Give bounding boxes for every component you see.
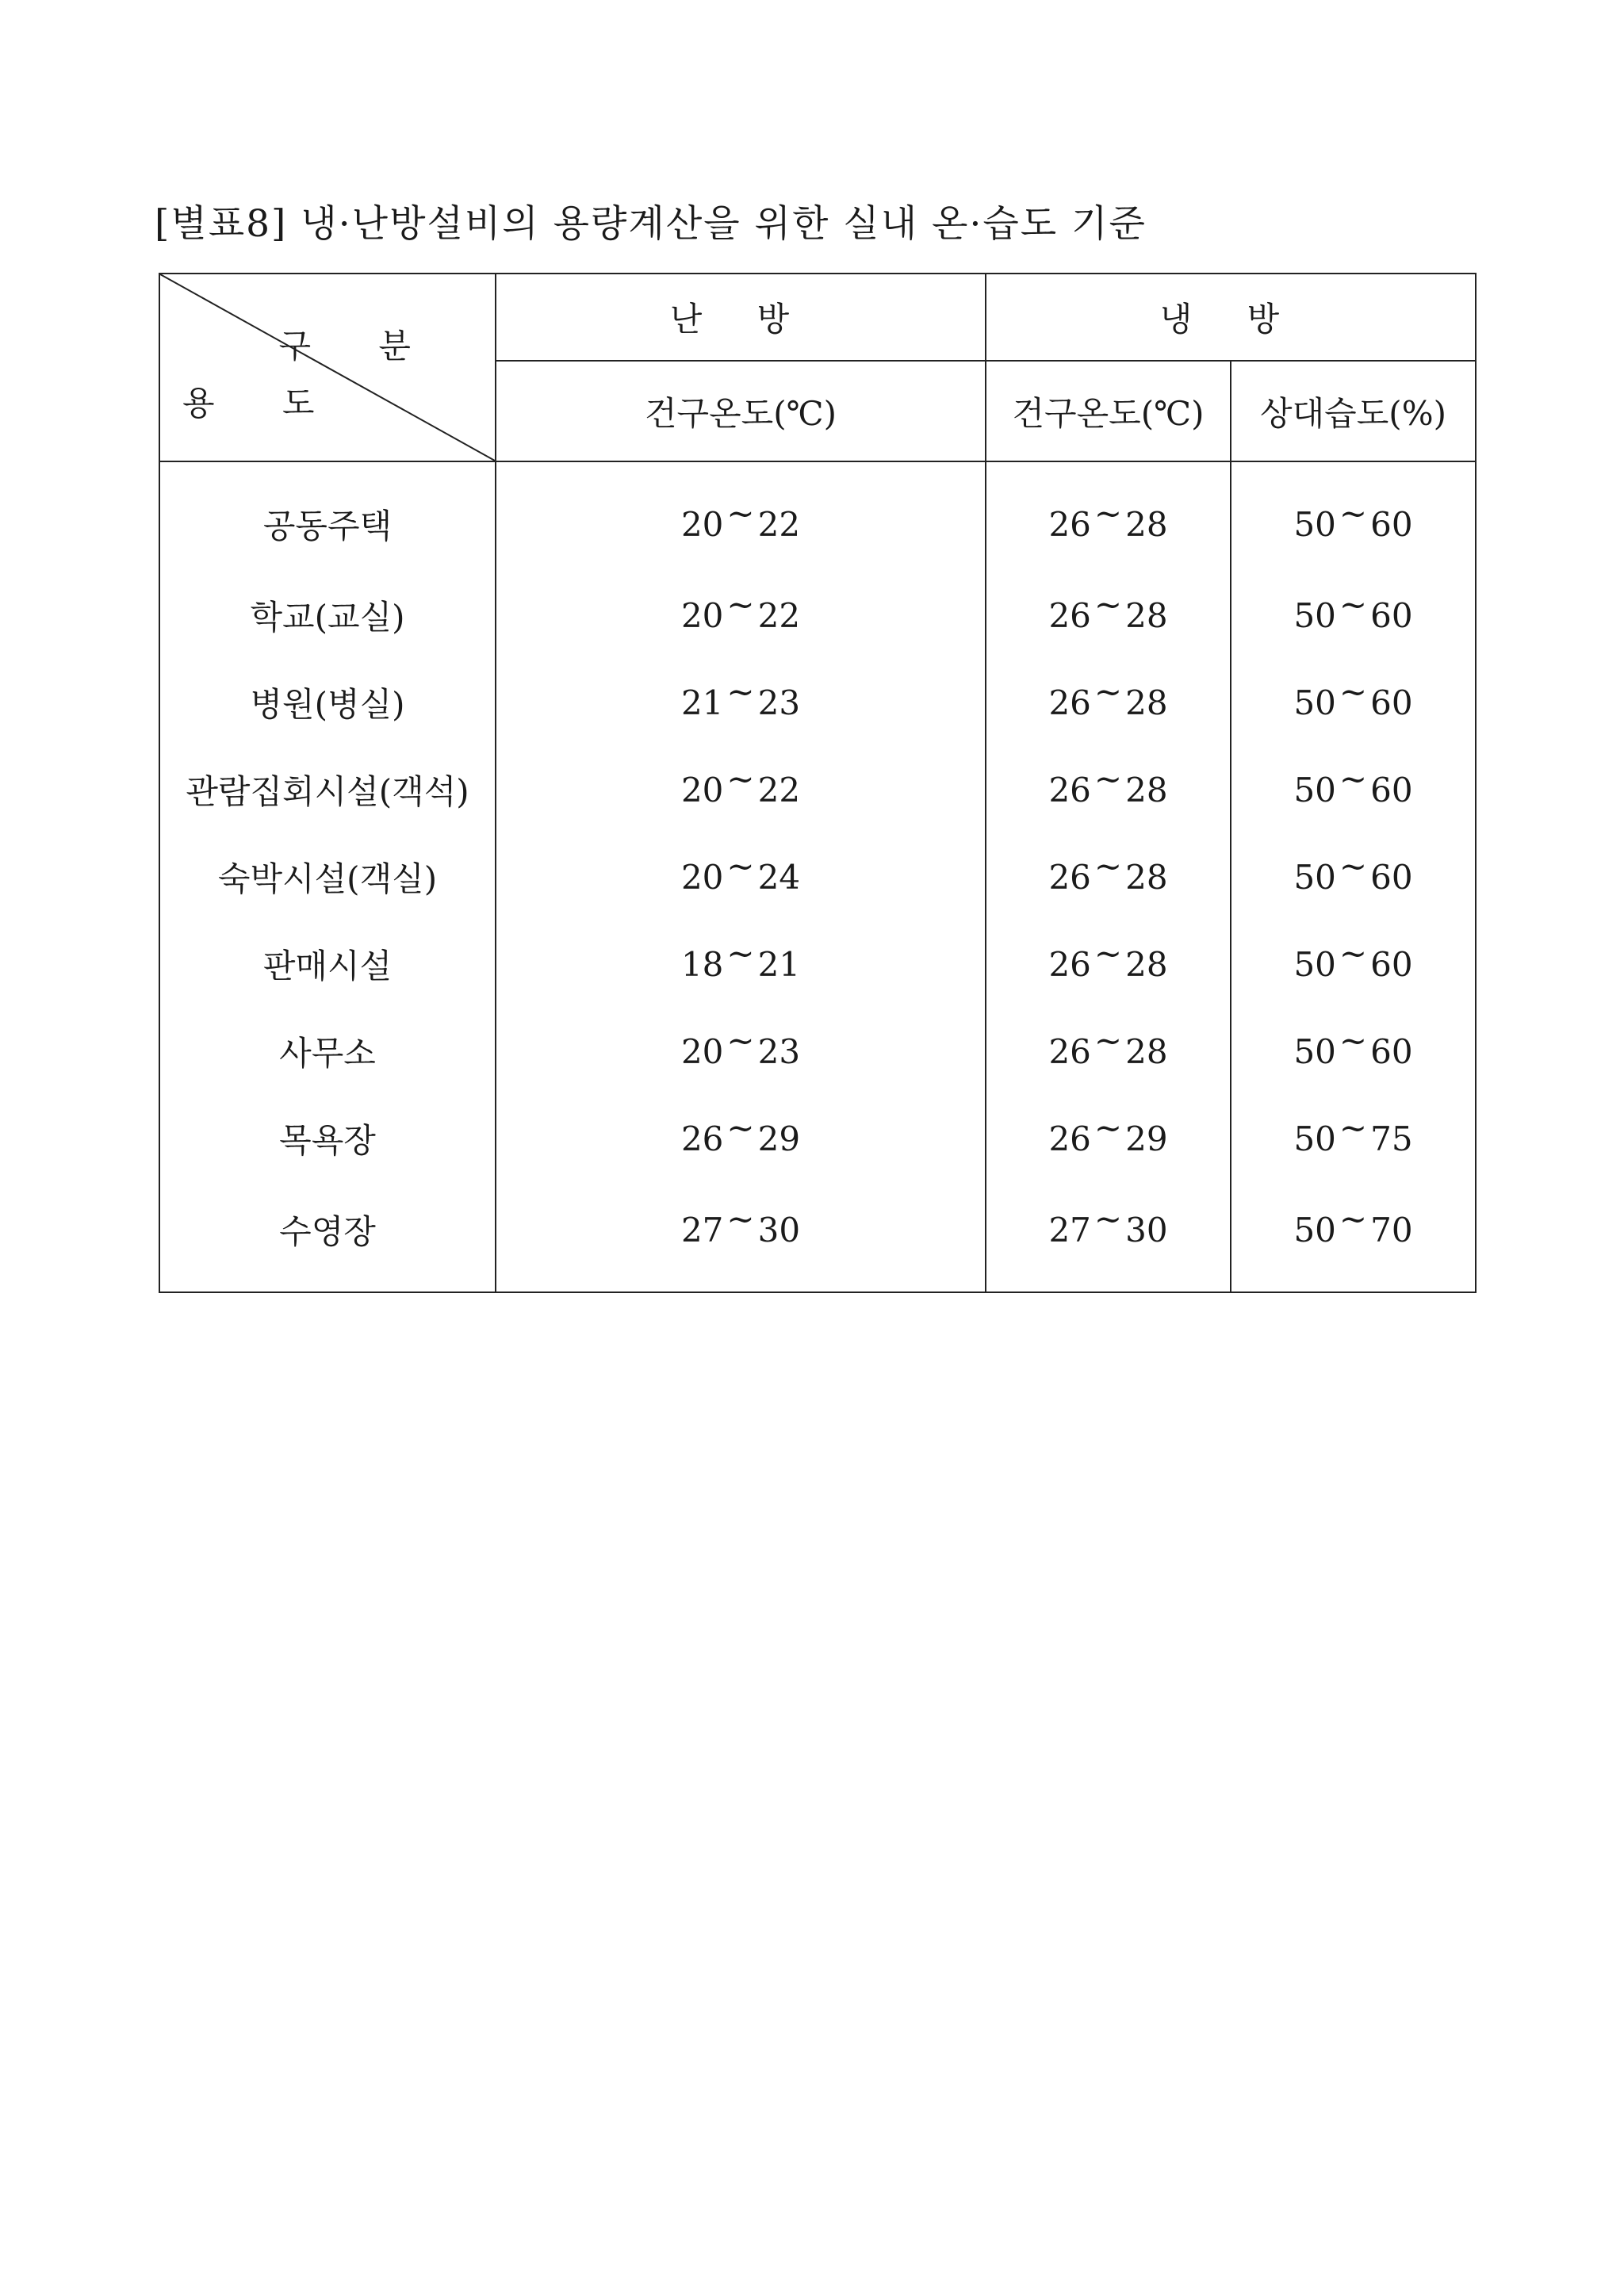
- range-separator: ~: [726, 759, 755, 798]
- usage-cell: 목욕장: [159, 1095, 496, 1182]
- range-max: 60: [1370, 595, 1413, 635]
- range-separator: ~: [1094, 584, 1123, 624]
- range-separator: ~: [1339, 1108, 1368, 1147]
- range-min: 20: [680, 595, 724, 635]
- range-separator: ~: [1094, 759, 1123, 798]
- cooling-range-cell: [986, 1182, 1231, 1292]
- range-separator: ~: [1339, 759, 1368, 798]
- table-row: [159, 920, 1476, 1008]
- heating-range-cell: [496, 920, 986, 1008]
- table-row: [159, 833, 1476, 920]
- range-min: 26: [1048, 595, 1091, 635]
- cooling-range-cell: [986, 920, 1231, 1008]
- range-separator: ~: [1094, 672, 1123, 711]
- range-max: 60: [1370, 944, 1413, 984]
- range-separator: ~: [726, 1199, 755, 1238]
- cooling-range-cell: [986, 659, 1231, 746]
- range-min: 20: [680, 770, 724, 809]
- range-max: 22: [757, 595, 801, 635]
- range-min: 50: [1293, 857, 1336, 897]
- range-max: 60: [1370, 1031, 1413, 1071]
- range-separator: ~: [1339, 584, 1368, 624]
- range-min: 26: [1048, 504, 1091, 544]
- cooling-range-cell: [986, 1095, 1231, 1182]
- humidity-range-cell: [1231, 1008, 1476, 1095]
- range-separator: ~: [1339, 493, 1368, 533]
- range-min: 50: [1293, 944, 1336, 984]
- page-title: [별표8] 냉·난방설비의 용량계산을 위한 실내 온·습도 기준: [155, 202, 1147, 246]
- humidity-range-cell: [1231, 833, 1476, 920]
- range-min: 20: [680, 857, 724, 897]
- heating-range-cell: [496, 1095, 986, 1182]
- range-max: 28: [1125, 857, 1168, 897]
- range-separator: ~: [1094, 1020, 1123, 1060]
- cooling-humidity-header: 상대습도(%): [1231, 361, 1476, 461]
- range-min: 50: [1293, 1210, 1336, 1249]
- range-min: 50: [1293, 683, 1336, 722]
- usage-cell: 학교(교실): [159, 572, 496, 659]
- usage-label: 용 도: [182, 384, 343, 423]
- range-separator: ~: [1339, 1199, 1368, 1238]
- range-max: 28: [1125, 944, 1168, 984]
- cooling-range-cell: [986, 572, 1231, 659]
- range-max: 70: [1370, 1210, 1413, 1249]
- range-min: 20: [680, 504, 724, 544]
- range-separator: ~: [1094, 1199, 1123, 1238]
- usage-cell: 수영장: [159, 1182, 496, 1292]
- range-min: 50: [1293, 595, 1336, 635]
- range-min: 26: [1048, 857, 1091, 897]
- heating-range-cell: [496, 572, 986, 659]
- range-min: 27: [1048, 1210, 1091, 1249]
- range-separator: ~: [1339, 933, 1368, 973]
- humidity-range-cell: [1231, 920, 1476, 1008]
- range-max: 23: [757, 1031, 801, 1071]
- range-max: 60: [1370, 683, 1413, 722]
- humidity-range-cell: [1231, 1182, 1476, 1292]
- range-max: 28: [1125, 504, 1168, 544]
- range-separator: ~: [726, 584, 755, 624]
- heating-range-cell: [496, 1182, 986, 1292]
- range-separator: ~: [726, 672, 755, 711]
- heating-range-cell: [496, 659, 986, 746]
- range-separator: ~: [1094, 846, 1123, 886]
- cooling-range-cell: [986, 746, 1231, 833]
- range-separator: ~: [726, 1020, 755, 1060]
- range-max: 28: [1125, 683, 1168, 722]
- temperature-humidity-table: [159, 273, 1477, 1293]
- range-max: 29: [1125, 1119, 1168, 1158]
- range-min: 26: [1048, 770, 1091, 809]
- range-min: 26: [1048, 1031, 1091, 1071]
- humidity-range-cell: [1231, 659, 1476, 746]
- humidity-range-cell: [1231, 461, 1476, 572]
- range-max: 23: [757, 683, 801, 722]
- corner-header-cell: [159, 274, 496, 461]
- range-min: 26: [1048, 683, 1091, 722]
- range-min: 26: [680, 1119, 724, 1158]
- range-max: 30: [1125, 1210, 1168, 1249]
- heating-range-cell: [496, 833, 986, 920]
- cooling-header: 냉 방: [986, 274, 1476, 361]
- usage-cell: 판매시설: [159, 920, 496, 1008]
- range-min: 50: [1293, 770, 1336, 809]
- heating-dry-bulb-header: 건구온도(℃): [496, 361, 986, 461]
- cooling-dry-bulb-header: 건구온도(℃): [986, 361, 1231, 461]
- heating-header: 난 방: [496, 274, 986, 361]
- range-separator: ~: [1094, 493, 1123, 533]
- table-row: [159, 746, 1476, 833]
- range-separator: ~: [726, 1108, 755, 1147]
- table-row: [159, 1182, 1476, 1292]
- range-min: 50: [1293, 1119, 1336, 1158]
- cooling-range-cell: [986, 1008, 1231, 1095]
- range-separator: ~: [1339, 672, 1368, 711]
- humidity-range-cell: [1231, 572, 1476, 659]
- category-label: 구 분: [278, 327, 439, 365]
- range-max: 28: [1125, 595, 1168, 635]
- table-row: [159, 659, 1476, 746]
- range-max: 24: [757, 857, 801, 897]
- range-max: 60: [1370, 770, 1413, 809]
- range-min: 18: [680, 944, 724, 984]
- range-max: 22: [757, 504, 801, 544]
- humidity-range-cell: [1231, 1095, 1476, 1182]
- range-max: 60: [1370, 504, 1413, 544]
- range-max: 28: [1125, 1031, 1168, 1071]
- range-min: 20: [680, 1031, 724, 1071]
- cooling-range-cell: [986, 461, 1231, 572]
- range-separator: ~: [1339, 846, 1368, 886]
- range-max: 75: [1370, 1119, 1413, 1158]
- range-separator: ~: [726, 493, 755, 533]
- range-separator: ~: [1339, 1020, 1368, 1060]
- usage-cell: 공동주택: [159, 461, 496, 572]
- table-row: [159, 1008, 1476, 1095]
- range-max: 28: [1125, 770, 1168, 809]
- table-row: [159, 1095, 1476, 1182]
- heating-range-cell: [496, 746, 986, 833]
- range-separator: ~: [1094, 1108, 1123, 1147]
- table-row: [159, 461, 1476, 572]
- table-row: [159, 572, 1476, 659]
- usage-cell: 숙박시설(객실): [159, 833, 496, 920]
- range-min: 26: [1048, 944, 1091, 984]
- range-max: 30: [757, 1210, 801, 1249]
- range-min: 27: [680, 1210, 724, 1249]
- usage-cell: 사무소: [159, 1008, 496, 1095]
- heating-range-cell: [496, 1008, 986, 1095]
- range-max: 22: [757, 770, 801, 809]
- usage-cell: 병원(병실): [159, 659, 496, 746]
- range-max: 21: [757, 944, 801, 984]
- usage-cell: 관람집회시설(객석): [159, 746, 496, 833]
- humidity-range-cell: [1231, 746, 1476, 833]
- range-min: 26: [1048, 1119, 1091, 1158]
- range-separator: ~: [726, 933, 755, 973]
- table-body: [159, 461, 1476, 1292]
- range-max: 60: [1370, 857, 1413, 897]
- range-max: 29: [757, 1119, 801, 1158]
- range-separator: ~: [1094, 933, 1123, 973]
- cooling-range-cell: [986, 833, 1231, 920]
- range-min: 50: [1293, 1031, 1336, 1071]
- range-min: 21: [680, 683, 724, 722]
- range-separator: ~: [726, 846, 755, 886]
- heating-range-cell: [496, 461, 986, 572]
- range-min: 50: [1293, 504, 1336, 544]
